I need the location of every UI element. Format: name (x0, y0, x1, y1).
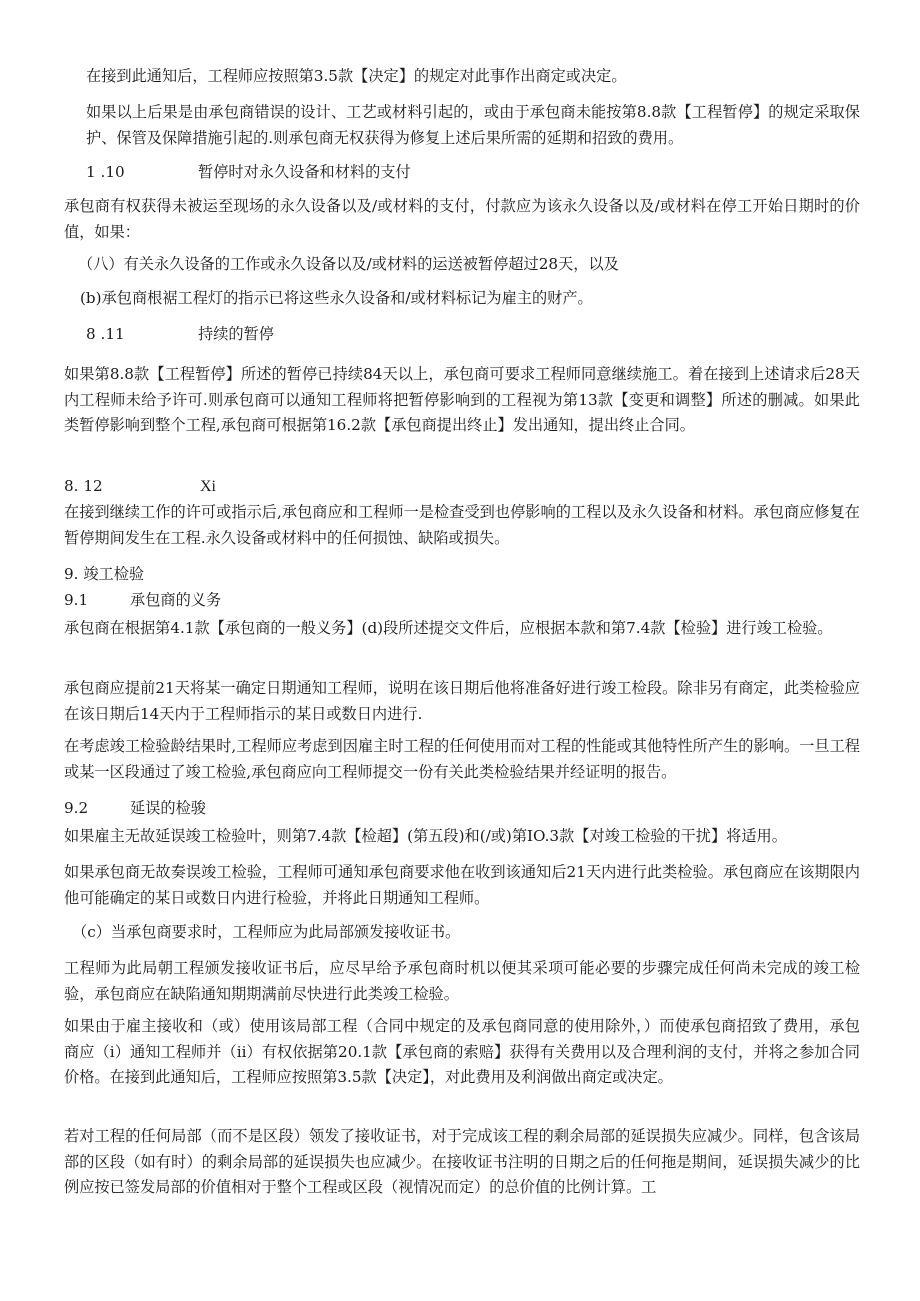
paragraph-contractor-delay: 如果承包商无故奏误竣工检验，工程师可通知承包商要求他在收到该通知后21天内进行此类检验。承包商应在该期限内他可能确定的某日或数日内进行检验，并将此日期通知工程师。 (64, 863, 860, 907)
paragraph-employer-use-costs: 如果由于雇主接收和（或）使用该局部工程（合同中规定的及承包商同意的使用除外，）而使承包商招致了费用，承包商应（i）通知工程师并（ii）有权依据第20.1款【承包商的索赔】获得有关费用以及合理利润的支付，并将之参加合同价格。在接到此通知后，工程师应按照第3.5款【决定】，对此费用及利润做出商定或决定。 (64, 1017, 860, 1086)
list-item-c: （c）当承包商要求时，工程师应为此局部颁发接收证书。 (72, 923, 461, 941)
heading-number: 8. 12 (64, 477, 103, 495)
list-item-b: (b)承包商根裾工程灯的指示已将这些永久设备和/或材料标记为雇主的财产。 (80, 289, 593, 307)
paragraph-test-results: 在考虑竣工检验龄结果时,工程师应考虑到因雇主时工程的任何使用而对工程的性能或其他特性所产生的影响。一旦工程或某一区段通过了竣工检验,承包商应向工程师提交一份有关此类检验结果并经证明的报告。 (64, 737, 860, 781)
heading-8-11 (86, 322, 274, 348)
paragraph-delay-damages: 若对工程的任何局部（而不是区段）领发了接收证书，对于完成该工程的剩余局部的延误损失应减少。同样，包含该局部的区段（如有时）的剩余局部的延误损失也应减少。在接收证书注明的日期之后的任何拖是期间，延误损失减少的比例应按已签发局部的价值相对于整个工程或区段（视情况而定）的总价值的比例计算。工 (64, 1127, 860, 1196)
list-item-a: （八）有关永久设备的工作或永久设备以及/或材料的运送被暂停超过28天，以及 (78, 255, 619, 273)
paragraph-employer-delay: 如果雇主无故延误竣工检验叶，则第7.4款【检超】(第五段)和(/或)第IO.3款【对竣工检验的干扰】将适用。 (64, 827, 787, 845)
paragraph-taking-over-certificate: 工程师为此局朝工程颁发接收证书后，应尽早给予承包商时机以便其采项可能必要的步骤完成任何尚未完成的竣工检验，承包商应在缺陷通知期期满前尽快进行此类竣工检验。 (64, 959, 860, 1003)
heading-title: 延误的检骏 (130, 799, 206, 817)
heading-9-1 (64, 588, 221, 614)
heading-9-2 (64, 796, 206, 822)
heading-title: 持续的暂停 (198, 325, 274, 343)
heading-number: 9.2 (64, 799, 89, 817)
paragraph-notice-21-days: 承包商应提前21天将某一确定日期通知工程师，说明在该日期后他将准备好进行竣工检段。除非另有商定，此类检验应在该日期后14天内于工程师指示的某日或数日内进行. (64, 679, 860, 723)
heading-8-10 (86, 160, 411, 186)
paragraph-decision-notice: 在接到此通知后，工程师应按照第3.5款【决定】的规定对此事作出商定或决定。 (86, 67, 627, 85)
heading-number: 9.1 (64, 591, 89, 609)
paragraph-prolonged-suspension: 如果第8.8款【工程暂停】所述的暂停已持续84天以上，承包商可要求工程师同意继续施工。着在接到上述请求后28天内工程师未给予许可.则承包商可以通知工程师将把暂停影响到的工程视为第13款【变更和调整】所述的删减。如果此类暂停影响到整个工程,承包商可根据第16.2款【承包商提出终止】发出通知，提出终止合同。 (64, 365, 860, 434)
heading-title: Xi (200, 478, 216, 495)
heading-9: 9. 竣工检验 (64, 565, 145, 583)
heading-title: 承包商的义务 (130, 591, 222, 609)
paragraph-payment-entitlement: 承包商有权获得未被运至现场的永久设备以及/或材料的支付，付款应为该永久设备以及/或材料在停工开始日期时的价值，如果： (64, 197, 860, 241)
heading-number: 1 .10 (86, 163, 125, 181)
paragraph-contractor-obligation: 承包商在根据第4.1款【承包商的一般义务】(d)段所述提交文件后，应根据本款和第7.4款【检验】进行竣工检验。 (64, 619, 833, 637)
heading-8-12 (64, 474, 216, 500)
heading-title: 暂停时对永久设备和材料的支付 (198, 163, 411, 181)
heading-number: 8 .11 (86, 325, 125, 343)
paragraph-contractor-error: 如果以上后果是由承包商错误的设计、工艺或材料引起的，或由于承包商未能按第8.8款【工程暂停】的规定采取保护、保管及保障措施引起的.则承包商无权获得为修复上述后果所需的延期和招致的费用。 (86, 103, 860, 147)
paragraph-resumption: 在接到继续工作的许可或指示后,承包商应和工程师一是检查受到也停影响的工程以及永久设备和材料。承包商应修复在暂停期间发生在工程.永久设备或材料中的任何损蚀、缺陷或损失。 (64, 503, 860, 547)
